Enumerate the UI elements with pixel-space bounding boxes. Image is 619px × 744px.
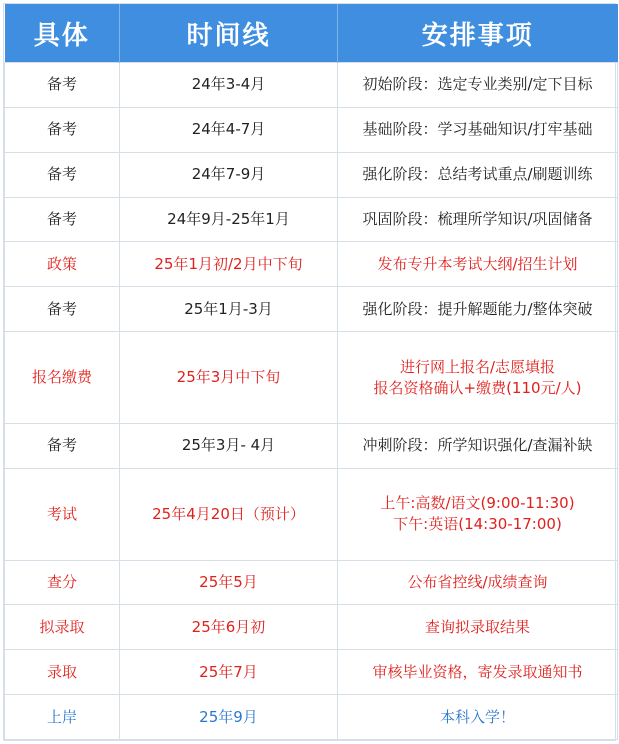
table-row — [5, 423, 618, 468]
task-line: 公布省控线/成绩查询 — [407, 572, 548, 591]
task-line: 冲刺阶段：所学知识强化/查漏补缺 — [362, 436, 593, 455]
schedule-table-container — [3, 3, 616, 741]
row-category: 报名缴费 — [5, 332, 120, 424]
table-row — [5, 332, 618, 424]
table-row — [5, 287, 618, 332]
table-row — [5, 560, 618, 605]
row-task — [338, 287, 618, 332]
task-line: 查询拟录取结果 — [424, 617, 530, 636]
header-timeline: 时间线 — [120, 4, 338, 63]
header-row — [5, 4, 618, 63]
row-time: 24年9月-25年1月 — [120, 197, 338, 242]
row-category: 备考 — [5, 197, 120, 242]
row-task — [338, 650, 618, 695]
row-time: 25年5月 — [120, 560, 338, 605]
header-tasks: 安排事项 — [338, 4, 618, 63]
row-task — [338, 423, 618, 468]
row-time: 24年7-9月 — [120, 152, 338, 197]
row-time: 24年3-4月 — [120, 63, 338, 108]
row-task — [338, 332, 618, 424]
header-category: 具体 — [5, 4, 120, 63]
row-category: 政策 — [5, 242, 120, 287]
table-row — [5, 695, 618, 740]
row-category: 备考 — [5, 287, 120, 332]
task-line: 强化阶段：总结考试重点/刷题训练 — [362, 165, 593, 184]
task-line: 发布专升本考试大纲/招生计划 — [377, 254, 578, 273]
row-category: 备考 — [5, 423, 120, 468]
row-task — [338, 605, 618, 650]
row-time: 25年1月-3月 — [120, 287, 338, 332]
row-time: 25年9月 — [120, 695, 338, 740]
table-row — [5, 468, 618, 560]
table-row — [5, 605, 618, 650]
table-row — [5, 197, 618, 242]
task-line: 审核毕业资格，寄发录取通知书 — [372, 662, 583, 681]
row-time: 25年6月初 — [120, 605, 338, 650]
row-task — [338, 560, 618, 605]
row-task — [338, 107, 618, 152]
row-task — [338, 63, 618, 108]
row-time: 25年7月 — [120, 650, 338, 695]
row-task — [338, 242, 618, 287]
row-category: 备考 — [5, 107, 120, 152]
task-line: 本科入学！ — [439, 707, 515, 726]
task-line: 初始阶段：选定专业类别/定下目标 — [362, 75, 593, 94]
row-category: 上岸 — [5, 695, 120, 740]
row-time: 24年4-7月 — [120, 107, 338, 152]
row-task — [338, 197, 618, 242]
row-time: 25年4月20日（预计） — [120, 468, 338, 560]
row-category: 备考 — [5, 152, 120, 197]
schedule-body — [5, 63, 618, 740]
task-line: 巩固阶段：梳理所学知识/巩固储备 — [362, 210, 593, 228]
row-category: 查分 — [5, 560, 120, 605]
schedule-table — [4, 4, 618, 740]
task-line: 强化阶段：提升解题能力/整体突破 — [362, 299, 593, 318]
task-line: 进行网上报名/志愿填报 — [399, 357, 556, 376]
table-row — [5, 107, 618, 152]
row-task — [338, 695, 618, 740]
task-line: 下午:英语(14:30-17:00) — [393, 515, 562, 534]
table-row — [5, 63, 618, 108]
row-category: 考试 — [5, 468, 120, 560]
table-row — [5, 152, 618, 197]
row-task — [338, 468, 618, 560]
row-category: 拟录取 — [5, 605, 120, 650]
row-category: 备考 — [5, 63, 120, 108]
row-time: 25年3月中下旬 — [120, 332, 338, 424]
table-row — [5, 650, 618, 695]
table-row — [5, 242, 618, 287]
row-time: 25年1月初/2月中下旬 — [120, 242, 338, 287]
row-task — [338, 152, 618, 197]
row-time: 25年3月- 4月 — [120, 423, 338, 468]
task-line: 基础阶段：学习基础知识/打牢基础 — [362, 120, 593, 139]
task-line: 报名资格确认+缴费(110元/人) — [373, 378, 582, 397]
task-line: 上午:高数/语文(9:00-11:30) — [380, 494, 575, 513]
row-category: 录取 — [5, 650, 120, 695]
